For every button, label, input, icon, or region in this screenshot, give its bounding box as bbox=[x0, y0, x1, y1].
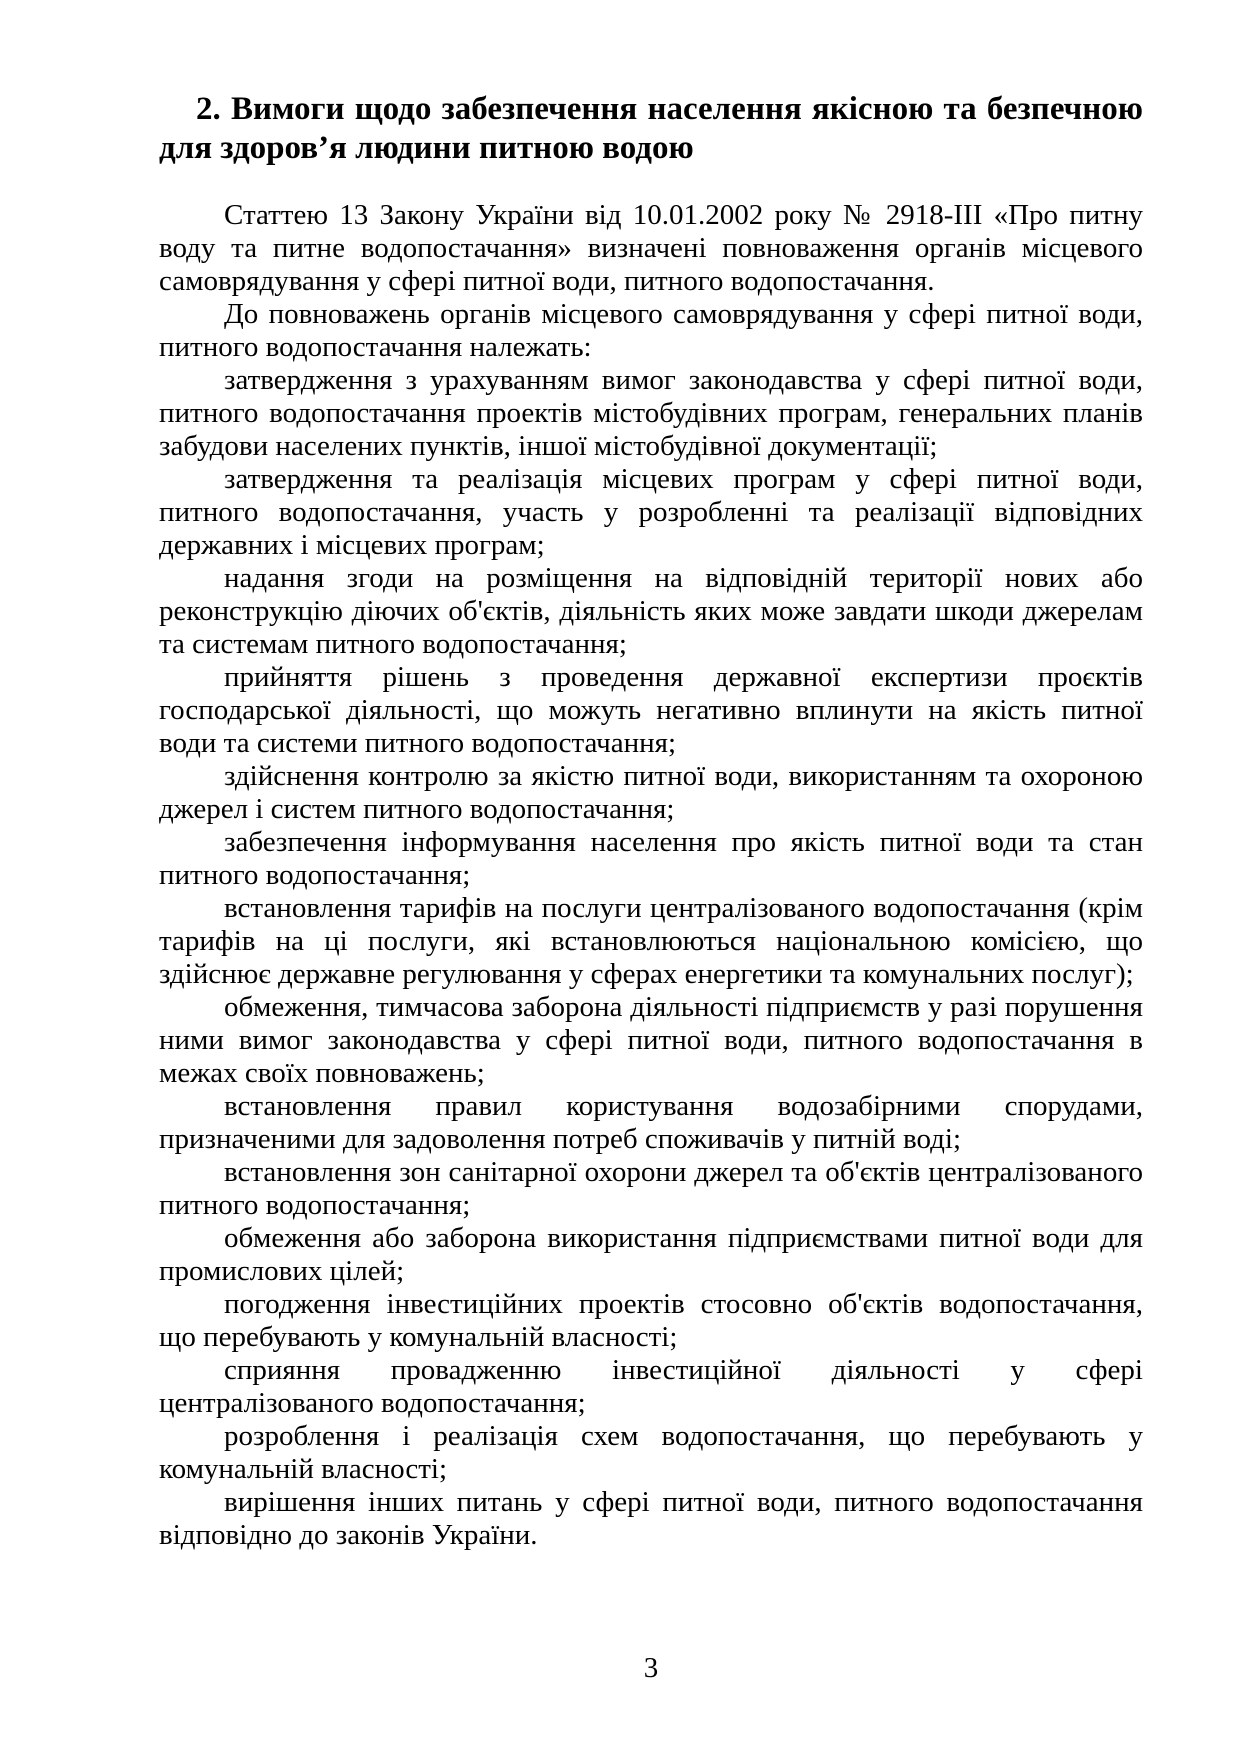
paragraph: сприяння провадженню інвестиційної діяльності у сфері централізованого водопостачання; bbox=[159, 1354, 1143, 1419]
paragraph: прийняття рішень з проведення державної експертизи проєктів господарської діяльності, що можуть негативно вплинути на якість питної води та системи питного водопостачання; bbox=[159, 661, 1143, 759]
paragraph: забезпечення інформування населення про якість питної води та стан питного водопостачання; bbox=[159, 826, 1143, 891]
paragraph: встановлення зон санітарної охорони джерел та об'єктів централізованого питного водопостачання; bbox=[159, 1156, 1143, 1221]
paragraph: надання згоди на розміщення на відповідній території нових або реконструкцію діючих об'єктів, діяльність яких може завдати шкоди джерелам та системам питного водопостачання; bbox=[159, 562, 1143, 660]
paragraph: погодження інвестиційних проектів стосовно об'єктів водопостачання, що перебувають у комунальній власності; bbox=[159, 1288, 1143, 1353]
paragraph: розроблення і реалізація схем водопостачання, що перебувають у комунальній власності; bbox=[159, 1420, 1143, 1485]
paragraph: здійснення контролю за якістю питної води, використанням та охороною джерел і систем питного водопостачання; bbox=[159, 760, 1143, 825]
paragraph: До повноважень органів місцевого самоврядування у сфері питної води, питного водопостачання належать: bbox=[159, 298, 1143, 363]
document-body bbox=[159, 199, 1143, 1552]
paragraph: обмеження або заборона використання підприємствами питної води для промислових цілей; bbox=[159, 1222, 1143, 1287]
paragraph: Статтею 13 Закону України від 10.01.2002 року № 2918-III «Про питну воду та питне водопостачання» визначені повноваження органів місцевого самоврядування у сфері питної води, питного водопостачання. bbox=[159, 199, 1143, 297]
paragraph: встановлення тарифів на послуги централізованого водопостачання (крім тарифів на ці послуги, які встановлюються національною комісією, що здійснює державне регулювання у сферах енергетики та комунальних послуг); bbox=[159, 892, 1143, 990]
paragraph: встановлення правил користування водозабірними спорудами, призначеними для задоволення потреб споживачів у питній воді; bbox=[159, 1090, 1143, 1155]
page-number: 3 bbox=[643, 1652, 659, 1684]
paragraph: затвердження та реалізація місцевих програм у сфері питної води, питного водопостачання, участь у розробленні та реалізації відповідних державних і місцевих програм; bbox=[159, 463, 1143, 561]
paragraph: вирішення інших питань у сфері питної води, питного водопостачання відповідно до законів України. bbox=[159, 1486, 1143, 1551]
paragraph: затвердження з урахуванням вимог законодавства у сфері питної води, питного водопостачання проектів містобудівних програм, генеральних планів забудови населених пунктів, іншої містобудівної документації; bbox=[159, 364, 1143, 462]
section-heading: 2. Вимоги щодо забезпечення населення якісною та безпечною для здоров’я людини питною водою bbox=[159, 91, 1143, 166]
paragraph: обмеження, тимчасова заборона діяльності підприємств у разі порушення ними вимог законодавства у сфері питної води, питного водопостачання в межах своїх повноважень; bbox=[159, 991, 1143, 1089]
